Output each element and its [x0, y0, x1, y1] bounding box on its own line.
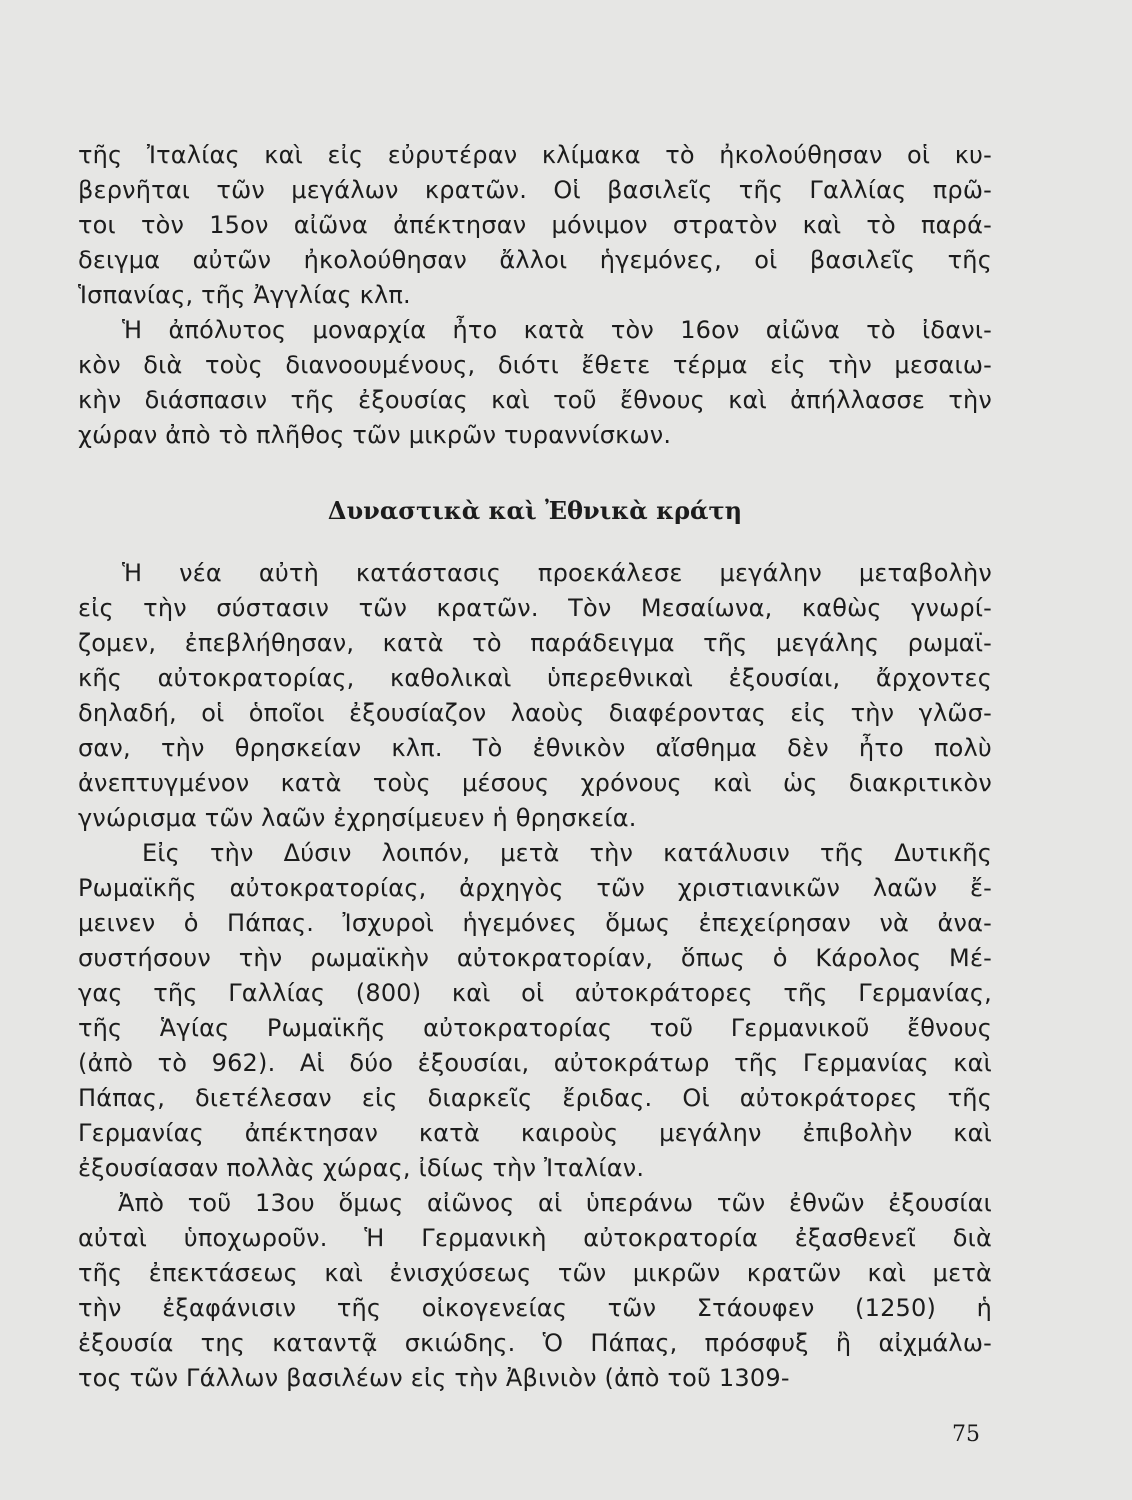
- text-line: εἰς τὴν σύστασιν τῶν κρατῶν. Τὸν Μεσαίωνα, καθὼς γνωρί-: [78, 594, 992, 622]
- text-line: ἐξουσία της καταντᾷ σκιώδης. Ὁ Πάπας, πρόσφυξ ἢ αἰχμάλω-: [78, 1329, 992, 1357]
- text-line: Ἀπὸ τοῦ 13ου ὅμως αἰῶνος αἱ ὑπεράνω τῶν ἐθνῶν ἐξουσίαι: [118, 1189, 992, 1217]
- text-line: Ρωμαϊκῆς αὐτοκρατορίας, ἀρχηγὸς τῶν χριστιανικῶν λαῶν ἔ-: [78, 874, 992, 902]
- paragraph-5: [78, 1186, 992, 1396]
- text-line: Ἡ ἀπόλυτος μοναρχία ἦτο κατὰ τὸν 16ον αἰῶνα τὸ ἰδανι-: [122, 316, 992, 344]
- text-line: σαν, τὴν θρησκείαν κλπ. Τὸ ἐθνικὸν αἴσθημα δὲν ἦτο πολὺ: [78, 734, 992, 762]
- text-line: βερνῆται τῶν μεγάλων κρατῶν. Οἱ βασιλεῖς τῆς Γαλλίας πρῶ-: [78, 176, 992, 204]
- text-line: τοι τὸν 15ον αἰῶνα ἀπέκτησαν μόνιμον στρατὸν καὶ τὸ παρά-: [78, 211, 992, 239]
- text-line: τῆς Ἰταλίας καὶ εἰς εὐρυτέραν κλίμακα τὸ ἠκολούθησαν οἱ κυ-: [78, 141, 992, 169]
- text-line: ἐξουσίασαν πολλὰς χώρας, ἰδίως τὴν Ἰταλίαν.: [78, 1154, 645, 1182]
- text-line: Γερμανίας ἀπέκτησαν κατὰ καιροὺς μεγάλην ἐπιβολὴν καὶ: [78, 1119, 992, 1147]
- text-line: γας τῆς Γαλλίας (800) καὶ οἱ αὐτοκράτορες τῆς Γερμανίας,: [78, 979, 992, 1007]
- page-number: 75: [952, 1422, 980, 1447]
- text-line: τὴν ἐξαφάνισιν τῆς οἰκογενείας τῶν Στάουφεν (1250) ἡ: [78, 1294, 992, 1322]
- text-line: συστήσουν τὴν ρωμαϊκὴν αὐτοκρατορίαν, ὅπως ὁ Κάρολος Μέ-: [78, 944, 992, 972]
- text-line: Ἱσπανίας, τῆς Ἀγγλίας κλπ.: [78, 281, 411, 309]
- paragraph-3: [78, 556, 992, 836]
- text-line: δηλαδή, οἱ ὁποῖοι ἐξουσίαζον λαοὺς διαφέροντας εἰς τὴν γλῶσ-: [78, 699, 992, 727]
- text-line: τῆς Ἁγίας Ρωμαϊκῆς αὐτοκρατορίας τοῦ Γερμανικοῦ ἔθνους: [78, 1014, 992, 1042]
- text-line: χώραν ἀπὸ τὸ πλῆθος τῶν μικρῶν τυραννίσκων.: [78, 421, 672, 449]
- text-line: τῆς ἐπεκτάσεως καὶ ἐνισχύσεως τῶν μικρῶν κρατῶν καὶ μετὰ: [78, 1259, 992, 1287]
- text-line: γνώρισμα τῶν λαῶν ἐχρησίμευεν ἡ θρησκεία.: [78, 804, 637, 832]
- text-block-bottom: [78, 556, 992, 1396]
- text-block-top: [78, 138, 992, 453]
- text-line: Ἡ νέα αὐτὴ κατάστασις προεκάλεσε μεγάλην μεταβολὴν: [122, 559, 992, 587]
- section-heading: Δυναστικὰ καὶ Ἐθνικὰ κράτη: [327, 496, 743, 525]
- text-line: Πάπας, διετέλεσαν εἰς διαρκεῖς ἔριδας. Οἱ αὐτοκράτορες τῆς: [78, 1084, 992, 1112]
- text-line: Εἰς τὴν Δύσιν λοιπόν, μετὰ τὴν κατάλυσιν τῆς Δυτικῆς: [142, 839, 992, 867]
- paragraph-1: [78, 138, 992, 313]
- text-line: δειγμα αὐτῶν ἠκολούθησαν ἄλλοι ἡγεμόνες, οἱ βασιλεῖς τῆς: [78, 246, 992, 274]
- text-line: αὐταὶ ὑποχωροῦν. Ἡ Γερμανικὴ αὐτοκρατορία ἐξασθενεῖ διὰ: [78, 1224, 992, 1252]
- text-line: τος τῶν Γάλλων βασιλέων εἰς τὴν Ἀβινιὸν (ἀπὸ τοῦ 1309-: [78, 1364, 790, 1392]
- text-line: κῆς αὐτοκρατορίας, καθολικαὶ ὑπερεθνικαὶ ἐξουσίαι, ἄρχοντες: [78, 664, 992, 692]
- text-line: (ἀπὸ τὸ 962). Αἱ δύο ἐξουσίαι, αὐτοκράτωρ τῆς Γερμανίας καὶ: [78, 1049, 992, 1077]
- text-line: ἀνεπτυγμένον κατὰ τοὺς μέσους χρόνους καὶ ὡς διακριτικὸν: [78, 769, 992, 797]
- paragraph-2: [78, 313, 992, 453]
- text-line: κὸν διὰ τοὺς διανοουμένους, διότι ἔθετε τέρμα εἰς τὴν μεσαιω-: [78, 351, 992, 379]
- paragraph-4: [78, 836, 992, 1186]
- text-line: κὴν διάσπασιν τῆς ἐξουσίας καὶ τοῦ ἔθνους καὶ ἀπήλλασσε τὴν: [78, 386, 992, 414]
- text-line: ζομεν, ἐπεβλήθησαν, κατὰ τὸ παράδειγμα τῆς μεγάλης ρωμαϊ-: [78, 629, 992, 657]
- text-line: μεινεν ὁ Πάπας. Ἰσχυροὶ ἡγεμόνες ὅμως ἐπεχείρησαν νὰ ἀνα-: [78, 909, 992, 937]
